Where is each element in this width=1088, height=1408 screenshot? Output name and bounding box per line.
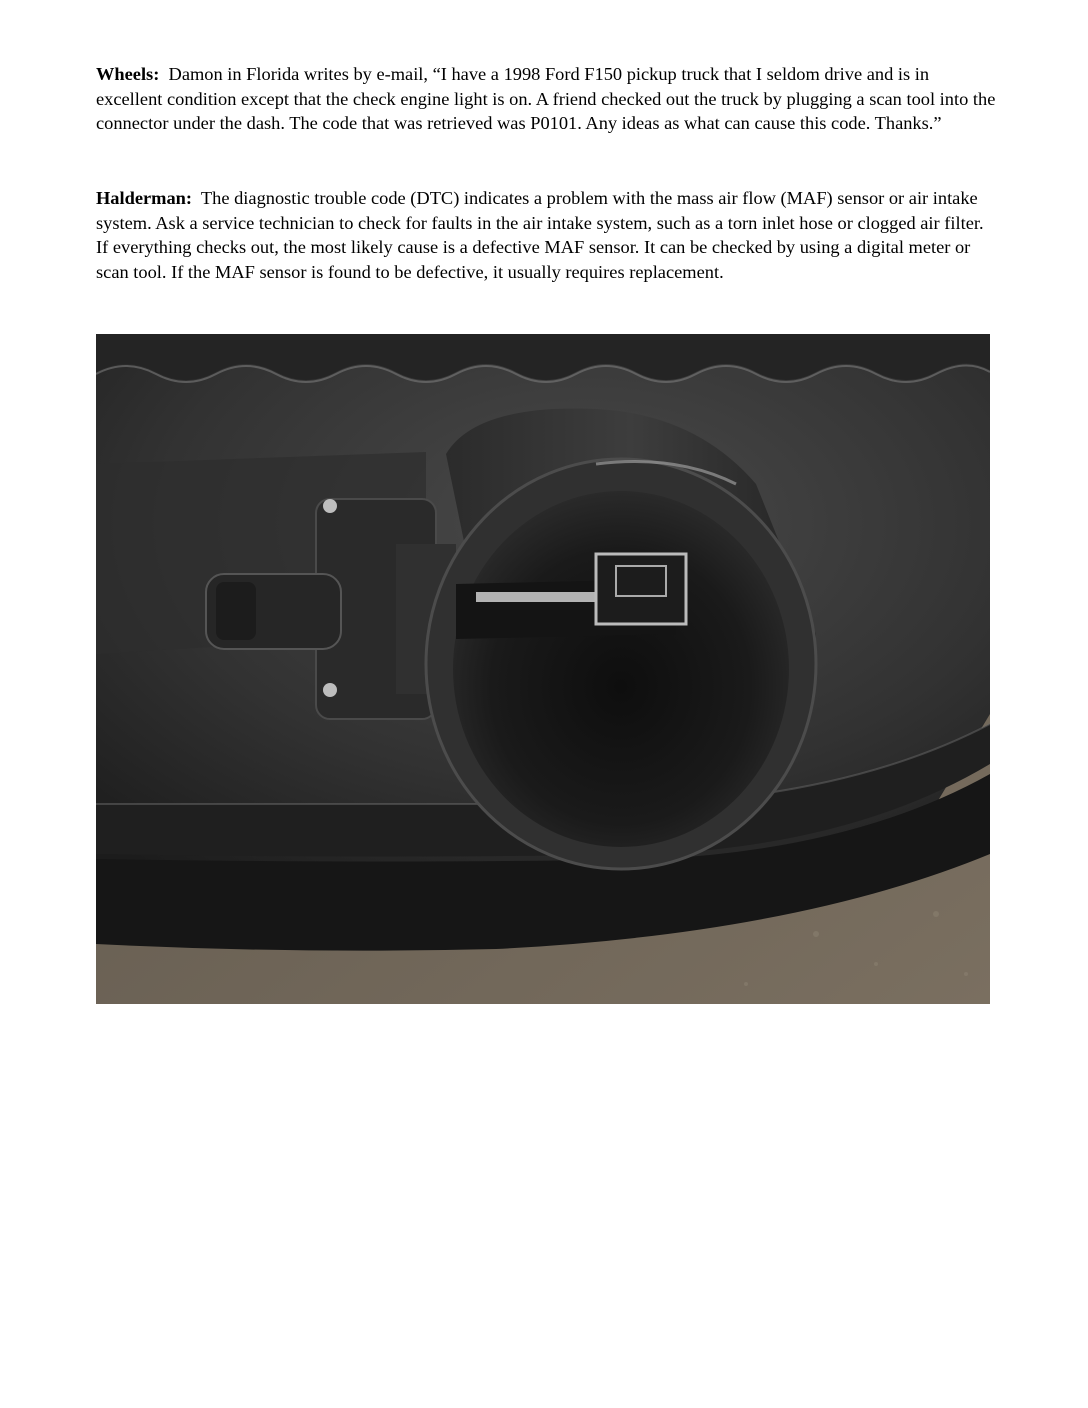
screw-icon: [323, 499, 337, 513]
maf-bore: [453, 491, 789, 847]
speaker-label: Halderman:: [96, 188, 193, 208]
screw-icon: [323, 683, 337, 697]
paragraph-wheels: [96, 62, 998, 136]
paragraph-text: Damon in Florida writes by e-mail, “I have a 1998 Ford F150 pickup truck that I seldom drive and is in excellent condition except that the check engine light is on. A friend checked out the truck by plugging a scan tool into the connector under the dash. The code that was retrieved was P0101. Any ideas as what can cause this code. Thanks.”: [96, 64, 996, 134]
speaker-label: Wheels:: [96, 64, 160, 84]
maf-sensor-photo: [96, 334, 990, 1004]
paragraph-text: The diagnostic trouble code (DTC) indicates a problem with the mass air flow (MAF) sensor or air intake system. Ask a service technician to check for faults in the air intake system, such as a torn inlet hose or clogged air filter. If everything checks out, the most likely cause is a defective MAF sensor. It can be checked by using a digital meter or scan tool. If the MAF sensor is found to be defective, it usually requires replacement.: [96, 188, 984, 282]
paragraph-halderman: [96, 186, 998, 284]
maf-sensor-illustration: [96, 334, 990, 1004]
